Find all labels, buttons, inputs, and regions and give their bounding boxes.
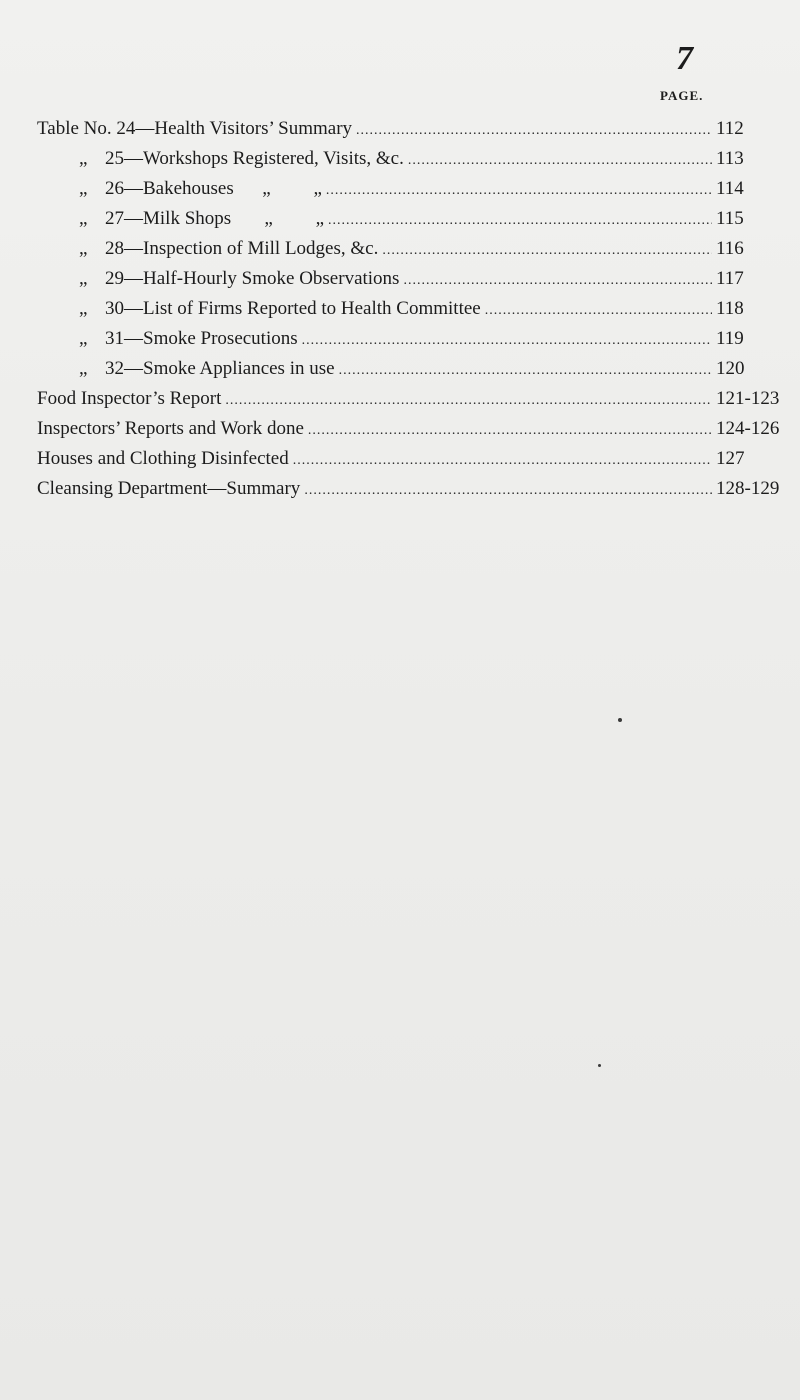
toc-entry — [0, 200, 800, 230]
toc-entry-title: 31—Smoke Prosecutions — [105, 328, 298, 349]
toc-entry — [0, 320, 800, 350]
ditto-mark: „ — [79, 178, 88, 199]
toc-entry-page: 116 — [716, 238, 744, 259]
toc-entry — [0, 260, 800, 290]
toc-entry — [0, 440, 800, 470]
toc-entry — [0, 410, 800, 440]
page-number: 7 — [676, 40, 693, 77]
toc-entry — [0, 380, 800, 410]
toc-entry-title: 27—Milk Shops „ „ — [105, 208, 325, 229]
toc-entry — [0, 170, 800, 200]
toc-entry-page: 118 — [716, 298, 744, 319]
ditto-mark: „ — [79, 298, 88, 319]
toc-entry — [0, 290, 800, 320]
toc-entry-page: 127 — [716, 448, 745, 469]
toc-entry — [0, 350, 800, 380]
toc-entry-title: 29—Half-Hourly Smoke Observations — [105, 268, 400, 289]
ditto-mark: „ — [79, 358, 88, 379]
toc-entry-page: 119 — [716, 328, 744, 349]
dot-leader — [356, 122, 712, 140]
toc-entry — [0, 140, 800, 170]
paper-speck — [618, 718, 622, 722]
dot-leader — [225, 392, 712, 410]
toc-entry-page: 120 — [716, 358, 745, 379]
dot-leader — [304, 482, 712, 500]
toc-entry — [0, 230, 800, 260]
toc-entry-title: 28—Inspection of Mill Lodges, &c. — [105, 238, 379, 259]
toc-entry-prefix: Table No. — [37, 118, 117, 139]
dot-leader — [339, 362, 712, 380]
toc-entry-page: 114 — [716, 178, 744, 199]
toc-entry-page: 124-126 — [716, 418, 780, 439]
dot-leader — [308, 422, 712, 440]
toc-entry-title: 32—Smoke Appliances in use — [105, 358, 335, 379]
ditto-mark: „ — [79, 238, 88, 259]
toc-entry-title: 24—Health Visitors’ Summary — [116, 118, 353, 139]
toc-entry-page: 113 — [716, 148, 744, 169]
toc-entry-title: 30—List of Firms Reported to Health Committee — [105, 298, 481, 319]
toc-entry-title: Cleansing Department—Summary — [37, 478, 301, 499]
toc-entry-title: 26—Bakehouses „ „ — [105, 178, 322, 199]
toc-entry-page: 121-123 — [716, 388, 780, 409]
dot-leader — [302, 332, 712, 350]
dot-leader — [326, 182, 712, 200]
ditto-mark: „ — [79, 328, 88, 349]
ditto-mark: „ — [79, 148, 88, 169]
dot-leader — [293, 452, 712, 470]
dot-leader — [403, 272, 712, 290]
toc-entry-page: 115 — [716, 208, 744, 229]
page-column-header: PAGE. — [660, 88, 704, 103]
toc-entry — [0, 470, 800, 500]
toc-entry-title: Inspectors’ Reports and Work done — [37, 418, 304, 439]
dot-leader — [328, 212, 712, 230]
toc-entry-title: Houses and Clothing Disinfected — [37, 448, 289, 469]
paper-speck — [598, 1064, 601, 1067]
toc-entry-title: Food Inspector’s Report — [37, 388, 222, 409]
ditto-mark: „ — [79, 208, 88, 229]
toc-entry — [0, 110, 800, 140]
toc-entry-title: 25—Workshops Registered, Visits, &c. — [105, 148, 404, 169]
toc-entry-page: 117 — [716, 268, 744, 289]
dot-leader — [485, 302, 712, 320]
dot-leader — [408, 152, 712, 170]
dot-leader — [382, 242, 712, 260]
toc-entry-page: 112 — [716, 118, 744, 139]
ditto-mark: „ — [79, 268, 88, 289]
toc-entry-page: 128-129 — [716, 478, 780, 499]
